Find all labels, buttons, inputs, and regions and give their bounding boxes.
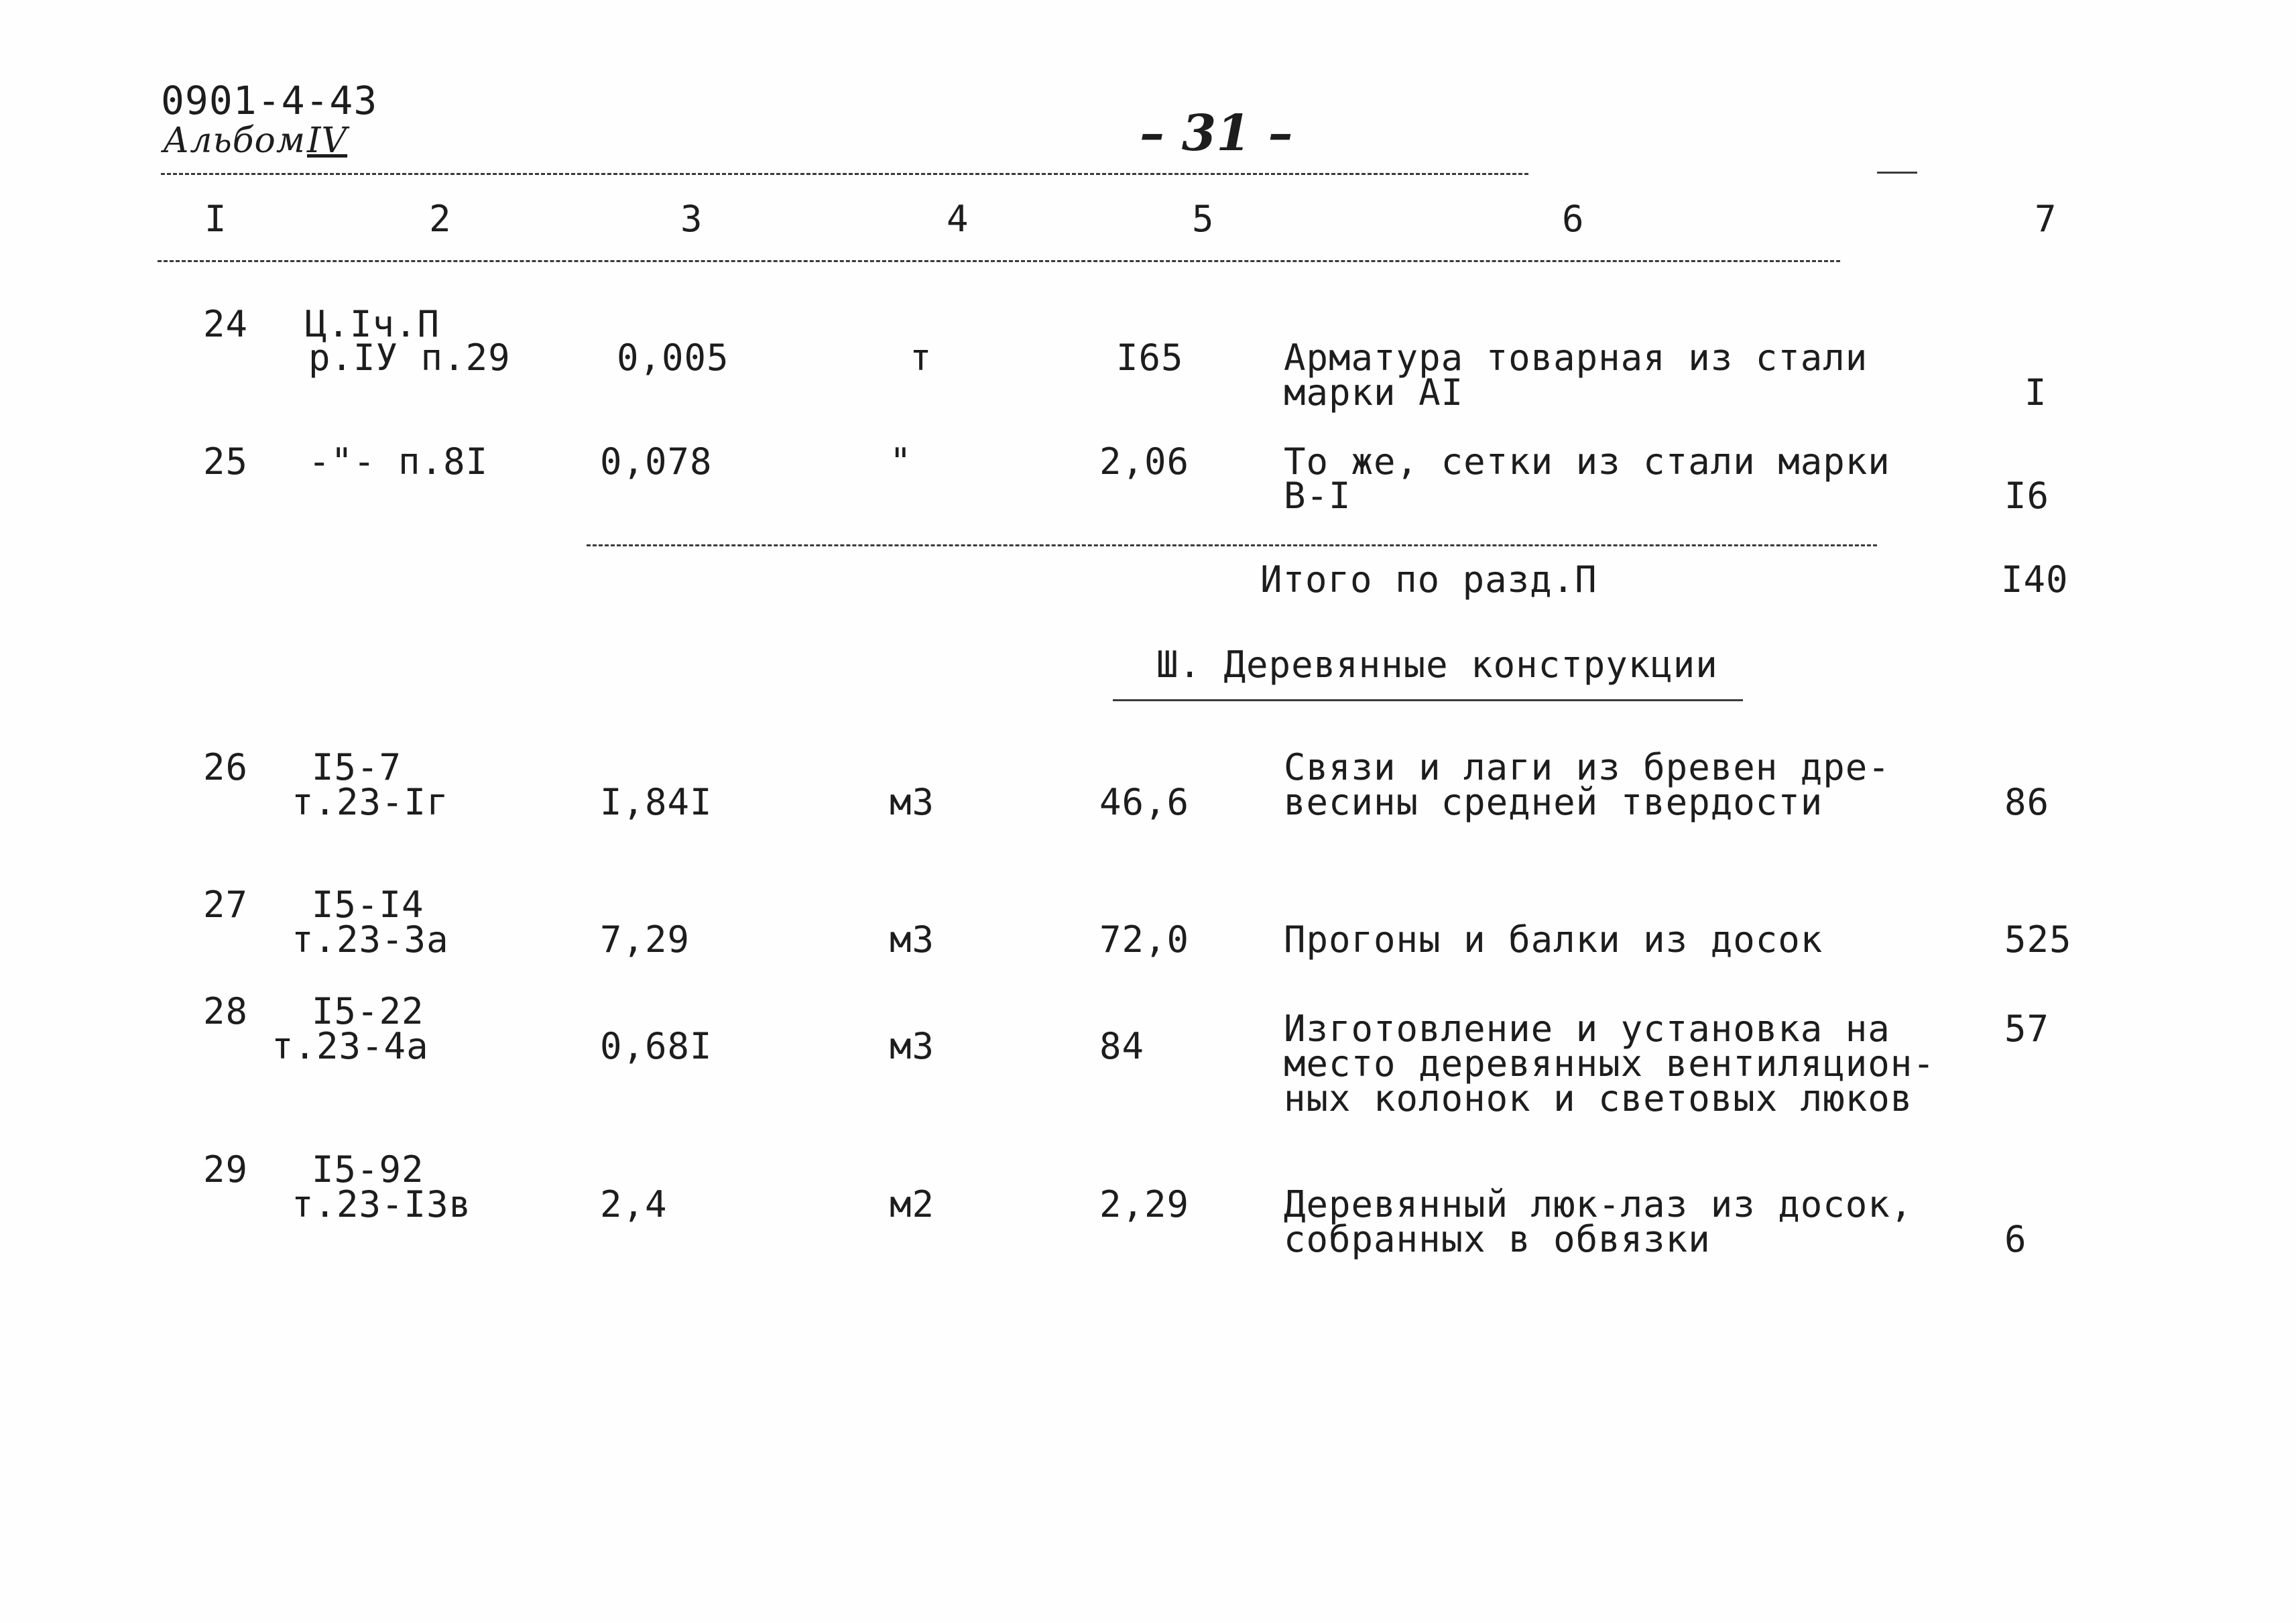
subtotal-label: Итого по разд.П xyxy=(1260,558,1597,601)
unit-price: 72,0 xyxy=(1099,918,1190,961)
norm-reference-detail: т.23-Iг xyxy=(292,781,449,823)
page-number: – 31 – xyxy=(1140,105,1293,162)
description-line-1: Изготовление и установка на xyxy=(1284,1008,1890,1050)
norm-reference-detail: т.23-3а xyxy=(292,918,449,961)
total: I xyxy=(2025,371,2047,414)
row-number: 24 xyxy=(203,303,249,345)
document-code: 0901-4-43 xyxy=(161,78,378,123)
column-header-rule xyxy=(158,260,1840,262)
description-line-1: Арматура товарная из стали xyxy=(1284,337,1868,379)
norm-reference: I5-7 xyxy=(312,746,402,788)
quantity: 7,29 xyxy=(600,918,690,961)
row-number: 25 xyxy=(203,440,249,483)
header-rule xyxy=(161,173,1528,175)
description-line-1: Деревянный люк-лаз из досок, xyxy=(1284,1183,1913,1225)
header-rule-tail xyxy=(1877,172,1917,174)
unit-price: 2,29 xyxy=(1099,1183,1190,1225)
description-line-2: весины средней твердости xyxy=(1284,781,1823,823)
row-number: 29 xyxy=(203,1148,249,1191)
col-header-3: 3 xyxy=(680,198,703,240)
description-line-2: марки АI xyxy=(1284,371,1464,414)
album-label: Альбом xyxy=(163,121,306,161)
norm-reference: I5-92 xyxy=(312,1148,424,1191)
unit-price: I65 xyxy=(1116,337,1184,379)
description-line-1: То же, сетки из стали марки xyxy=(1284,440,1890,483)
description-line-2: В-I xyxy=(1284,475,1351,517)
unit-price: 46,6 xyxy=(1099,781,1190,823)
description-line-1: Связи и лаги из бревен дре- xyxy=(1284,746,1890,788)
row-number: 26 xyxy=(203,746,249,788)
subtotal-value: I40 xyxy=(2001,558,2069,601)
norm-reference: -"- п.8I xyxy=(308,440,489,483)
row-number: 27 xyxy=(203,884,249,926)
col-header-7: 7 xyxy=(2035,198,2057,240)
norm-reference-detail: т.23-4а xyxy=(271,1025,429,1067)
quantity: 0,078 xyxy=(600,440,713,483)
album-number: IV xyxy=(307,121,348,161)
col-header-6: 6 xyxy=(1562,198,1585,240)
subtotal-rule xyxy=(587,544,1877,546)
unit: м2 xyxy=(890,1183,935,1225)
row-number: 28 xyxy=(203,990,249,1032)
col-header-5: 5 xyxy=(1192,198,1215,240)
section-title-underline xyxy=(1113,699,1743,701)
total: I6 xyxy=(2004,475,2050,517)
quantity: 2,4 xyxy=(600,1183,668,1225)
unit: т xyxy=(910,337,932,379)
quantity: 0,68I xyxy=(600,1025,713,1067)
unit: м3 xyxy=(890,1025,935,1067)
norm-reference: I5-22 xyxy=(312,990,424,1032)
total: 525 xyxy=(2004,918,2072,961)
unit-price: 2,06 xyxy=(1099,440,1190,483)
unit-price: 84 xyxy=(1099,1025,1145,1067)
description-line-3: ных колонок и световых люков xyxy=(1284,1077,1913,1120)
norm-reference: I5-I4 xyxy=(312,884,424,926)
total: 57 xyxy=(2004,1008,2050,1050)
total: 6 xyxy=(2004,1218,2027,1260)
norm-reference-detail: р.IУ п.29 xyxy=(308,337,511,379)
unit: " xyxy=(890,440,912,483)
quantity: I,84I xyxy=(600,781,713,823)
section-title: Ш. Деревянные конструкции xyxy=(1156,644,1718,686)
unit: м3 xyxy=(890,781,935,823)
description-line-1: Прогоны и балки из досок xyxy=(1284,918,1823,961)
norm-reference: Ц.Iч.П xyxy=(305,303,440,345)
unit: м3 xyxy=(890,918,935,961)
col-header-4: 4 xyxy=(947,198,969,240)
description-line-2: место деревянных вентиляцион- xyxy=(1284,1042,1935,1085)
col-header-1: I xyxy=(204,198,227,240)
total: 86 xyxy=(2004,781,2050,823)
quantity: 0,005 xyxy=(617,337,729,379)
col-header-2: 2 xyxy=(429,198,452,240)
norm-reference-detail: т.23-I3в xyxy=(292,1183,472,1225)
description-line-2: собранных в обвязки xyxy=(1284,1218,1711,1260)
